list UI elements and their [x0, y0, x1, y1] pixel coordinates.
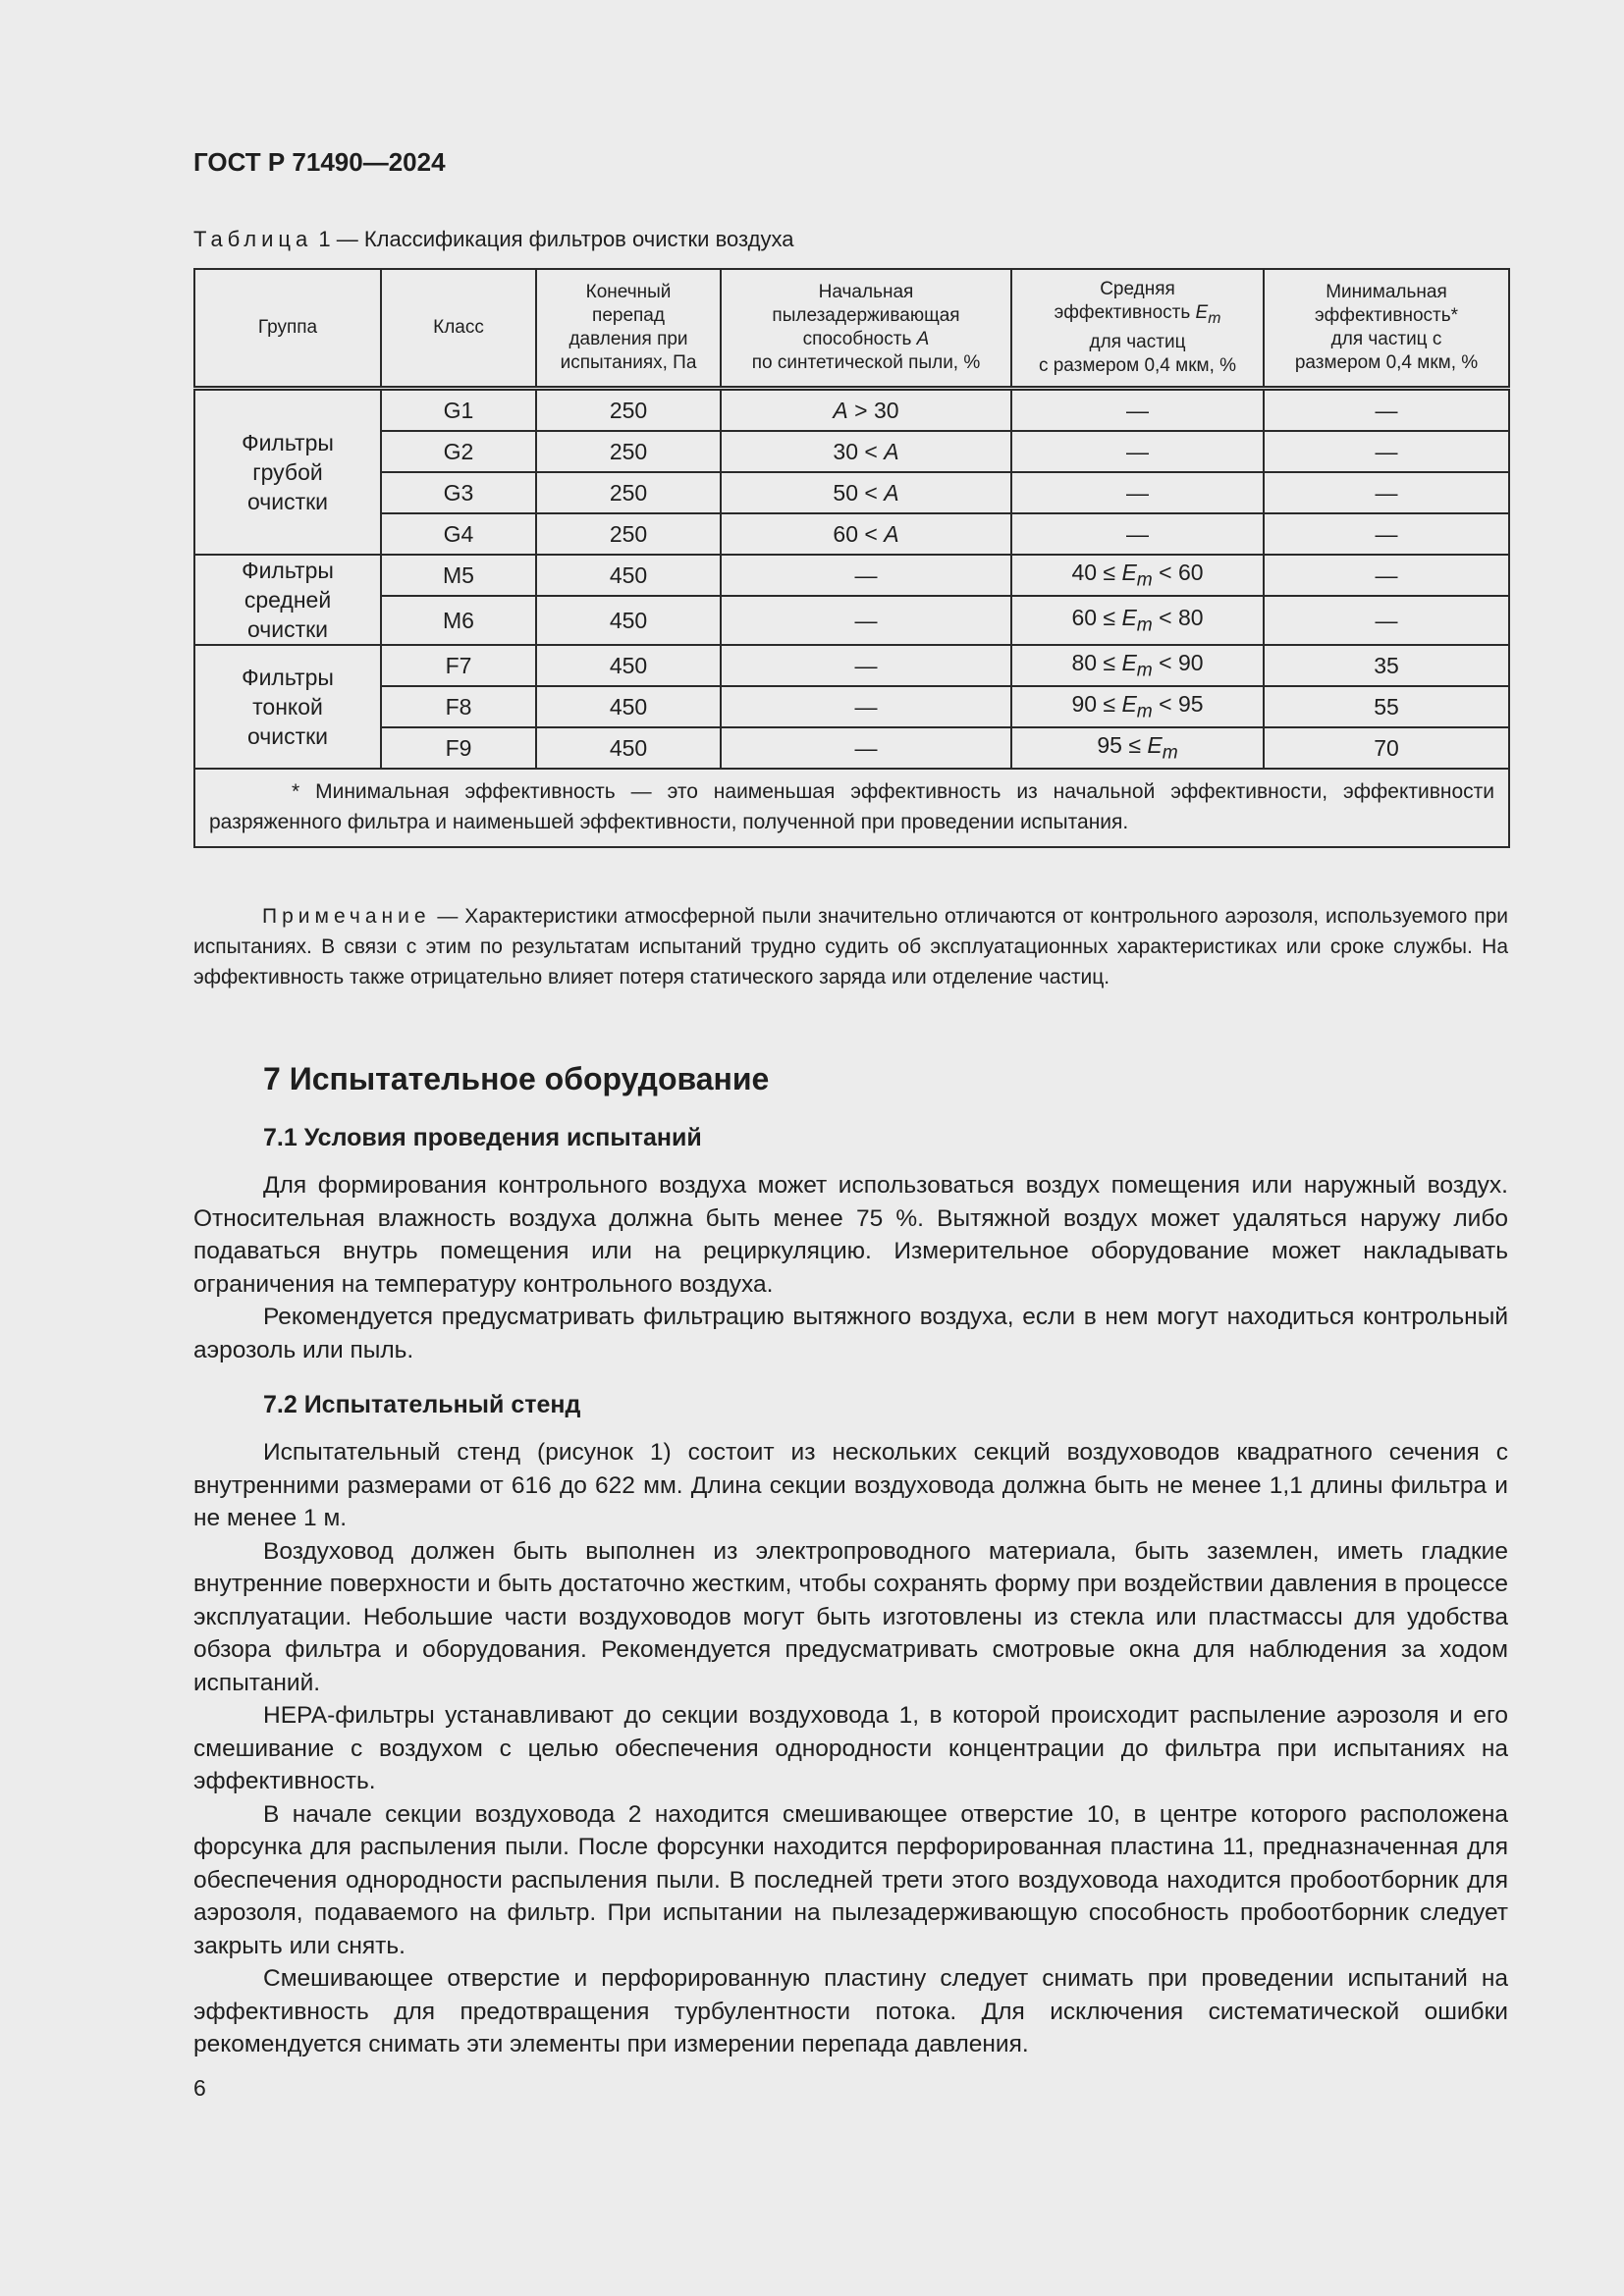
class-cell: F9	[381, 727, 536, 769]
header-pressure	[536, 269, 721, 389]
arrestance-var: A	[833, 397, 848, 423]
table-row	[194, 555, 1509, 596]
pressure-cell: 250	[536, 513, 721, 555]
group-line: Фильтры	[242, 558, 334, 583]
group-line: очистки	[246, 489, 329, 514]
paragraph: НЕРА-фильтры устанавливают до секции воздуховода 1, в которой происходит распыление аэрозоля и его смешивание с воздухом с целью обеспечения однородности концентрации до фильтра при испытаниях на эффективность.	[193, 1702, 1508, 1794]
header-min-efficiency	[1264, 269, 1509, 389]
group-line: грубой	[252, 459, 323, 485]
table-note	[193, 901, 1508, 992]
header-pressure-line: перепад	[592, 305, 665, 326]
pressure-cell: 250	[536, 472, 721, 513]
min-efficiency-cell: —	[1264, 555, 1509, 596]
efficiency-prefix: 80 ≤	[1071, 649, 1122, 675]
note-label: Примечание	[262, 905, 431, 928]
efficiency-sub: m	[1136, 614, 1153, 636]
table-row	[194, 596, 1509, 645]
efficiency-cell	[1011, 727, 1264, 769]
arrestance-cell	[721, 645, 1011, 686]
efficiency-cell	[1011, 389, 1264, 432]
arrestance-cell	[721, 431, 1011, 472]
page-number: 6	[193, 2075, 206, 2101]
paragraph: Смешивающее отверстие и перфорированную пластину следует снимать при проведении испытаний на эффективность для предотвращения турбулентности потока. Для исключения систематической ошибки рекомендуется снимать эти элементы при измерении перепада давления.	[193, 1965, 1508, 2057]
group-line: очистки	[246, 723, 329, 749]
section-7-1-title: 7.1 Условия проведения испытаний	[263, 1124, 702, 1151]
group-line: средней	[244, 587, 332, 613]
header-class: Класс	[381, 269, 536, 389]
min-efficiency-cell: 70	[1264, 727, 1509, 769]
efficiency-prefix: 90 ≤	[1071, 690, 1122, 717]
efficiency-cell	[1011, 472, 1264, 513]
pressure-cell: 450	[536, 727, 721, 769]
header-min-efficiency-line: для частиц с	[1330, 329, 1442, 349]
arrestance-cell	[721, 513, 1011, 555]
efficiency-cell	[1011, 686, 1264, 727]
section-7-title: 7 Испытательное оборудование	[263, 1061, 770, 1096]
pressure-cell: 450	[536, 596, 721, 645]
efficiency-suffix: < 95	[1152, 690, 1204, 717]
pressure-cell: 450	[536, 555, 721, 596]
arrestance-cell	[721, 727, 1011, 769]
arrestance-prefix: —	[854, 652, 878, 678]
arrestance-prefix: —	[854, 561, 878, 588]
header-min-efficiency-line: Минимальная	[1326, 282, 1447, 302]
arrestance-prefix: 60 <	[833, 520, 885, 547]
paragraph: Для формирования контрольного воздуха может использоваться воздух помещения или наружный воздух. Относительная влажность воздуха должна быть менее 75 %. Вытяжной воздух может удаляться наружу либо подаваться внутрь помещения или на рециркуляцию. Измерительное оборудование может накладывать ограничения на температуру контрольного воздуха.	[193, 1172, 1508, 1298]
header-pressure-line: испытаниях, Па	[560, 352, 697, 373]
table-row	[194, 645, 1509, 686]
class-cell: M6	[381, 596, 536, 645]
header-efficiency-line: эффективность	[1054, 302, 1191, 324]
arrestance-prefix: —	[854, 693, 878, 720]
header-group: Группа	[194, 269, 381, 389]
efficiency-suffix: < 90	[1152, 649, 1204, 675]
header-arrestance-line: способность	[802, 329, 912, 349]
header-efficiency-line: Средняя	[1100, 279, 1175, 300]
pressure-cell: 250	[536, 389, 721, 432]
pressure-cell: 250	[536, 431, 721, 472]
class-cell: M5	[381, 555, 536, 596]
group-line: тонкой	[252, 694, 323, 720]
table-row	[194, 431, 1509, 472]
class-cell: F7	[381, 645, 536, 686]
efficiency-prefix: —	[1126, 520, 1149, 547]
header-pressure-line: давления при	[568, 329, 688, 349]
note-text: — Характеристики атмосферной пыли значительно отличаются от контрольного аэрозоля, используемого при испытаниях. В связи с этим по результатам испытаний трудно судить об эксплуатационных характеристиках или сроке службы. На эффективность также отрицательно влияет потеря статического заряда или отделение частиц.	[193, 905, 1508, 988]
min-efficiency-cell: —	[1264, 472, 1509, 513]
group-cell	[194, 555, 381, 645]
table-footnote	[194, 769, 1509, 847]
header-efficiency-var: E	[1195, 302, 1209, 324]
pressure-cell: 450	[536, 645, 721, 686]
arrestance-cell	[721, 686, 1011, 727]
section-7-2-title: 7.2 Испытательный стенд	[263, 1391, 581, 1418]
paragraph: Воздуховод должен быть выполнен из электропроводного материала, быть заземлен, иметь гладкие внутренние поверхности и быть достаточно жестким, чтобы сохранять форму при воздействии давления в процессе эксплуатации. Небольшие части воздуховодов могут быть изготовлены из стекла или пластмассы для удобства обзора фильтра и оборудования. Рекомендуется предусматривать смотровые окна для наблюдения за ходом испытаний.	[193, 1537, 1508, 1696]
min-efficiency-cell: 35	[1264, 645, 1509, 686]
paragraph: Испытательный стенд (рисунок 1) состоит из нескольких секций воздуховодов квадратного сечения с внутренними размерами от 616 до 622 мм. Длина секции воздуховода должна быть не менее 1,1 длины фильтра и не менее 1 м.	[193, 1439, 1508, 1531]
class-cell: F8	[381, 686, 536, 727]
efficiency-prefix: —	[1126, 479, 1149, 506]
efficiency-var: E	[1121, 559, 1137, 585]
class-cell: G1	[381, 389, 536, 432]
efficiency-prefix: 95 ≤	[1097, 731, 1148, 758]
header-arrestance-line: пылезадерживающая	[772, 305, 960, 326]
efficiency-sub: m	[1162, 742, 1178, 764]
header-arrestance-line: по синтетической пыли, %	[751, 352, 981, 373]
group-line: очистки	[246, 616, 329, 642]
header-efficiency-sub: m	[1208, 309, 1221, 327]
min-efficiency-cell: —	[1264, 596, 1509, 645]
efficiency-cell	[1011, 431, 1264, 472]
efficiency-var: E	[1147, 731, 1163, 758]
efficiency-sub: m	[1136, 701, 1153, 722]
table-footnote-row	[194, 769, 1509, 847]
min-efficiency-cell: —	[1264, 431, 1509, 472]
document-code: ГОСТ Р 71490—2024	[193, 147, 446, 177]
group-cell	[194, 645, 381, 769]
table-row	[194, 472, 1509, 513]
filter-classification-table	[193, 268, 1510, 848]
arrestance-var: A	[884, 479, 899, 506]
arrestance-prefix: —	[854, 607, 878, 633]
efficiency-var: E	[1121, 649, 1137, 675]
min-efficiency-cell: 55	[1264, 686, 1509, 727]
efficiency-prefix: —	[1126, 438, 1149, 464]
efficiency-var: E	[1121, 690, 1137, 717]
arrestance-var: A	[884, 520, 899, 547]
efficiency-cell	[1011, 596, 1264, 645]
table-row	[194, 513, 1509, 555]
efficiency-prefix: 40 ≤	[1071, 559, 1122, 585]
table-row	[194, 686, 1509, 727]
header-arrestance	[721, 269, 1011, 389]
efficiency-prefix: 60 ≤	[1071, 604, 1122, 630]
header-efficiency-line: с размером 0,4 мкм, %	[1038, 354, 1237, 376]
arrestance-cell	[721, 596, 1011, 645]
efficiency-sub: m	[1136, 569, 1153, 591]
efficiency-cell	[1011, 555, 1264, 596]
arrestance-cell	[721, 389, 1011, 432]
header-arrestance-line: Начальная	[818, 282, 914, 302]
arrestance-var: A	[884, 438, 899, 464]
efficiency-sub: m	[1136, 660, 1153, 681]
arrestance-prefix: 50 <	[833, 479, 885, 506]
paragraph: В начале секции воздуховода 2 находится смешивающее отверстие 10, в центре которого расположена форсунка для распыления пыли. После форсунки находится перфорированная пластина 11, предназначенная для обеспечения однородности распыления пыли. В последней трети этого воздуховода находится пробоотборник для аэрозоля, подаваемого на фильтр. При испытании на пылезадерживающую способность пробоотборник следует закрыть или снять.	[193, 1800, 1508, 1959]
pressure-cell: 450	[536, 686, 721, 727]
header-efficiency	[1011, 269, 1264, 389]
efficiency-cell	[1011, 645, 1264, 686]
header-pressure-line: Конечный	[585, 282, 672, 302]
class-cell: G3	[381, 472, 536, 513]
efficiency-var: E	[1121, 604, 1137, 630]
table-caption-text: 1 — Классификация фильтров очистки воздуха	[312, 227, 794, 251]
table-caption	[193, 227, 793, 252]
paragraph: Рекомендуется предусматривать фильтрацию вытяжного воздуха, если в нем могут находиться контрольный аэрозоль или пыль.	[193, 1304, 1508, 1363]
table-row	[194, 727, 1509, 769]
efficiency-suffix: < 80	[1152, 604, 1204, 630]
section-7-2-body	[193, 1436, 1508, 2061]
arrestance-cell	[721, 472, 1011, 513]
table-header-row	[194, 269, 1509, 389]
efficiency-cell	[1011, 513, 1264, 555]
arrestance-suffix: > 30	[847, 397, 899, 423]
header-min-efficiency-line: размером 0,4 мкм, %	[1294, 352, 1479, 373]
header-efficiency-line: для частиц	[1089, 331, 1186, 352]
group-line: Фильтры	[242, 665, 334, 690]
header-arrestance-var: A	[916, 329, 930, 349]
section-7-1-body	[193, 1169, 1508, 1366]
table-row	[194, 389, 1509, 432]
efficiency-prefix: —	[1126, 397, 1149, 423]
arrestance-cell	[721, 555, 1011, 596]
class-cell: G4	[381, 513, 536, 555]
arrestance-prefix: —	[854, 734, 878, 761]
min-efficiency-cell: —	[1264, 513, 1509, 555]
efficiency-suffix: < 60	[1152, 559, 1204, 585]
group-line: Фильтры	[242, 430, 334, 455]
table-caption-label: Таблица	[193, 227, 313, 251]
footnote-text: * Минимальная эффективность — это наименьшая эффективность из начальной эффективности, эффективности разряженного фильтра и наименьшей эффективности, полученной при проведении испытания.	[209, 780, 1494, 833]
min-efficiency-cell: —	[1264, 389, 1509, 432]
class-cell: G2	[381, 431, 536, 472]
arrestance-prefix: 30 <	[833, 438, 885, 464]
header-min-efficiency-line: эффективность*	[1314, 305, 1459, 326]
group-cell	[194, 389, 381, 556]
